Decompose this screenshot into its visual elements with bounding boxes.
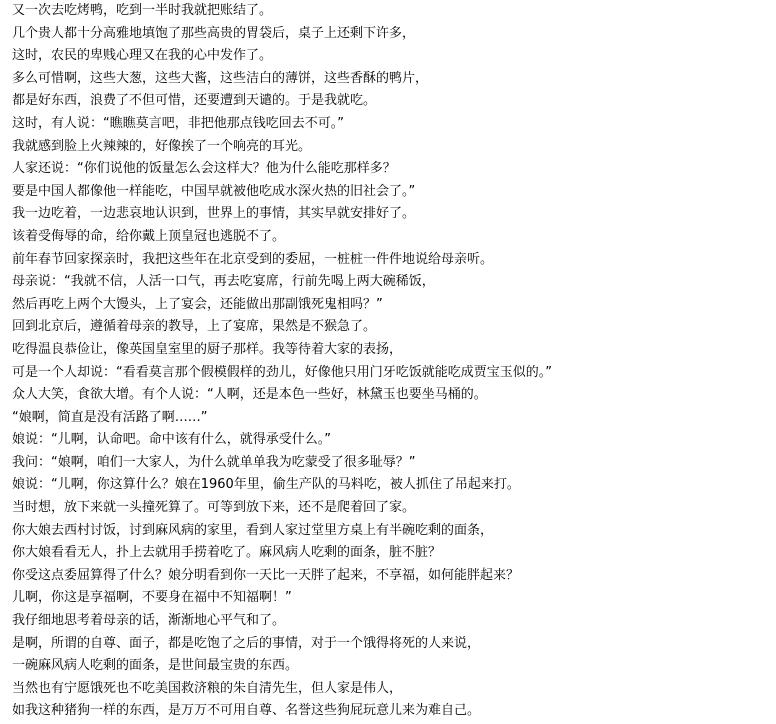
text-line: 母亲说：“我就不信，人活一口气，再去吃宴席，行前先喝上两大碗稀饭， bbox=[12, 274, 435, 290]
essay-text bbox=[12, 0, 776, 723]
text-line: 众人大笑，食欲大增。有个人说：“人啊，还是本色一些好，林黛玉也要坐马桶的。 bbox=[12, 387, 487, 403]
text-line: 娘说：“儿啊，你这算什么？娘在1960年里，偷生产队的马料吃，被人抓住了吊起来打。 bbox=[12, 477, 520, 493]
text-line: 如我这种猪狗一样的东西，是万万不可用自尊、名誉这些狗屁玩意儿来为难自己。 bbox=[12, 703, 481, 719]
text-line: 我一边吃着，一边悲哀地认识到，世界上的事情，其实早就安排好了。 bbox=[12, 206, 416, 222]
text-line: 回到北京后，遵循着母亲的教导，上了宴席，果然是不猴急了。 bbox=[12, 319, 377, 335]
text-line: 我仔细地思考着母亲的话，渐渐地心平气和了。 bbox=[12, 613, 286, 629]
text-line: 多么可惜啊，这些大葱，这些大酱，这些洁白的薄饼，这些香酥的鸭片， bbox=[12, 70, 429, 86]
text-line: 当然也有宁愿饿死也不吃美国救济粮的朱自清先生，但人家是伟人， bbox=[12, 680, 403, 696]
text-line: 可是一个人却说：“看看莫言那个假模假样的劲儿，好像他只用门牙吃饭就能吃成贾宝玉似的。” bbox=[12, 364, 552, 380]
text-line: 一碗麻风病人吃剩的面条，是世间最宝贵的东西。 bbox=[12, 658, 299, 674]
text-line: 你大娘看看无人，扑上去就用手捞着吃了。麻风病人吃剩的面条，脏不脏？ bbox=[12, 545, 442, 561]
text-line: 都是好东西，浪费了不但可惜，还要遭到天谴的。于是我就吃。 bbox=[12, 93, 377, 109]
text-line: 人家还说：“你们说他的饭量怎么会这样大？他为什么能吃那样多？ bbox=[12, 161, 396, 177]
text-line: 我就感到脸上火辣辣的，好像挨了一个响亮的耳光。 bbox=[12, 138, 312, 154]
text-line: “娘啊，简直是没有活路了啊……” bbox=[12, 409, 208, 425]
text-line: 几个贵人都十分高雅地填饱了那些高贵的胃袋后，桌子上还剩下许多， bbox=[12, 25, 416, 41]
text-line: 要是中国人都像他一样能吃，中国早就被他吃成水深火热的旧社会了。” bbox=[12, 183, 416, 199]
text-line: 前年春节回家探亲时，我把这些年在北京受到的委屈，一桩桩一件件地说给母亲听。 bbox=[12, 251, 494, 267]
text-line: 吃得温良恭俭让，像英国皇室里的厨子那样。我等待着大家的表扬， bbox=[12, 341, 403, 357]
text-line: 当时想，放下来就一头撞死算了。可等到放下来，还不是爬着回了家。 bbox=[12, 500, 416, 516]
text-line: 又一次去吃烤鸭，吃到一半时我就把账结了。 bbox=[12, 3, 273, 18]
text-line: 这时，有人说：“瞧瞧莫言吧，非把他那点钱吃回去不可。” bbox=[12, 115, 344, 131]
text-line: 该着受侮辱的命，给你戴上顶皇冠也逃脱不了。 bbox=[12, 228, 286, 244]
text-line: 我问：“娘啊，咱们一大家人，为什么就单单我为吃蒙受了很多耻辱？” bbox=[12, 454, 416, 470]
text-line: 你受这点委屈算得了什么？娘分明看到你一天比一天胖了起来，不享福，如何能胖起来？ bbox=[12, 567, 520, 583]
text-line: 然后再吃上两个大馒头，上了宴会，还能做出那副饿死鬼相吗？” bbox=[12, 296, 383, 312]
text-line: 娘说：“儿啊，认命吧。命中该有什么，就得承受什么。” bbox=[12, 432, 331, 448]
text-line: 你大娘去西村讨饭，讨到麻风病的家里，看到人家过堂里方桌上有半碗吃剩的面条， bbox=[12, 522, 494, 538]
text-line: 儿啊，你这是享福啊，不要身在福中不知福啊！” bbox=[12, 590, 292, 606]
text-line: 这时，农民的卑贱心理又在我的心中发作了。 bbox=[12, 48, 273, 64]
text-line: 是啊，所谓的自尊、面子，都是吃饱了之后的事情，对于一个饿得将死的人来说， bbox=[12, 635, 481, 651]
